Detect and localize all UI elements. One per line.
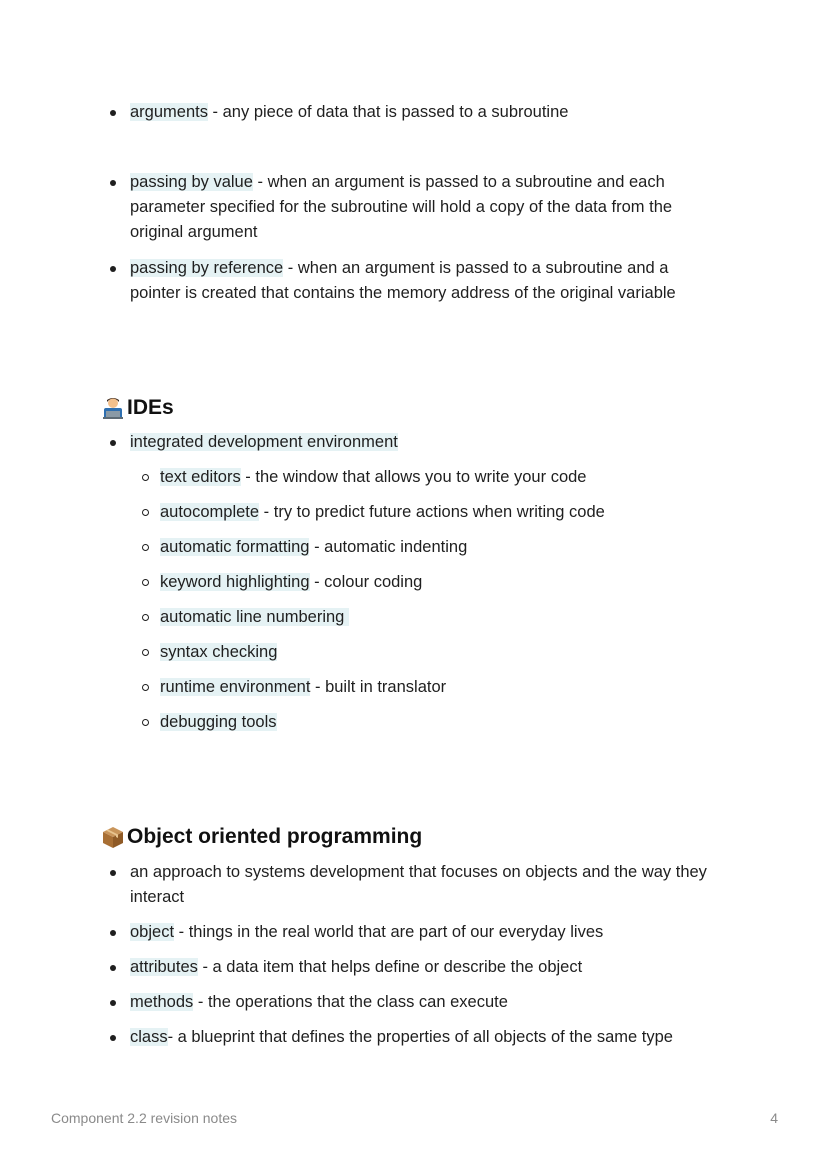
hollow-bullet-icon (142, 474, 149, 481)
term: debugging tools (160, 713, 277, 731)
term: class (130, 1028, 168, 1046)
sub-list-item (160, 570, 760, 595)
sub-list-item (160, 605, 760, 630)
list-item (130, 955, 730, 980)
list-item (130, 170, 700, 245)
term: integrated development environment (130, 433, 398, 451)
list-item (130, 1025, 730, 1050)
hollow-bullet-icon (142, 684, 149, 691)
term: passing by reference (130, 259, 284, 277)
ides-heading-text: IDEs (127, 396, 174, 419)
term: automatic line numbering (160, 608, 349, 626)
term: methods (130, 993, 194, 1011)
oop-heading-text: Object oriented programming (127, 825, 423, 848)
term: passing by value (130, 173, 253, 191)
term: object (130, 923, 175, 941)
list-item (130, 860, 730, 910)
term-description: - automatic indenting (309, 538, 468, 556)
term: automatic formatting (160, 538, 310, 556)
footer-title: Component 2.2 revision notes (51, 1110, 237, 1126)
oop-heading (101, 823, 422, 851)
hollow-bullet-icon (142, 614, 149, 621)
bullet-icon (110, 965, 116, 971)
bullet-icon (110, 1000, 116, 1006)
term-description: - when an argument is passed to a subroutine and a pointer is created that contains the memory address of the original variable (130, 259, 676, 302)
oop-intro: an approach to systems development that focuses on objects and the way they interact (130, 863, 707, 906)
term-description: - when an argument is passed to a subroutine and each parameter specified for the subroutine will hold a copy of the data from the original argument (130, 173, 673, 241)
term: text editors (160, 468, 241, 486)
sub-list-item (160, 675, 760, 700)
term-description: - built in translator (310, 678, 447, 696)
hollow-bullet-icon (142, 649, 149, 656)
term: autocomplete (160, 503, 260, 521)
list-item (130, 920, 730, 945)
term: attributes (130, 958, 198, 976)
bullet-icon (110, 180, 116, 186)
term-description: - a data item that helps define or describe the object (197, 958, 583, 976)
bullet-icon (110, 266, 116, 272)
sub-list-item (160, 500, 760, 525)
hollow-bullet-icon (142, 509, 149, 516)
technologist-icon (101, 396, 125, 420)
term-description: - the window that allows you to write your code (240, 468, 587, 486)
sub-list-item (160, 640, 760, 665)
term: arguments (130, 103, 208, 121)
ides-heading (101, 394, 174, 422)
term-description: - the operations that the class can execute (193, 993, 508, 1011)
term-description: - things in the real world that are part of our everyday lives (174, 923, 604, 941)
term: syntax checking (160, 643, 278, 661)
package-icon (101, 825, 125, 849)
list-item (130, 990, 730, 1015)
term: keyword highlighting (160, 573, 310, 591)
list-item (130, 100, 730, 125)
hollow-bullet-icon (142, 579, 149, 586)
sub-list-item (160, 465, 760, 490)
page-number: 4 (770, 1110, 778, 1126)
term-description: - colour coding (309, 573, 423, 591)
term-description: - a blueprint that defines the properties of all objects of the same type (167, 1028, 673, 1046)
hollow-bullet-icon (142, 719, 149, 726)
list-item (130, 430, 730, 455)
hollow-bullet-icon (142, 544, 149, 551)
sub-list-item (160, 535, 760, 560)
bullet-icon (110, 440, 116, 446)
term: runtime environment (160, 678, 311, 696)
bullet-icon (110, 930, 116, 936)
term-description: - try to predict future actions when writing code (259, 503, 605, 521)
bullet-icon (110, 110, 116, 116)
term-description: - any piece of data that is passed to a subroutine (207, 103, 569, 121)
bullet-icon (110, 1035, 116, 1041)
list-item (130, 256, 700, 306)
sub-list-item (160, 710, 760, 735)
bullet-icon (110, 870, 116, 876)
